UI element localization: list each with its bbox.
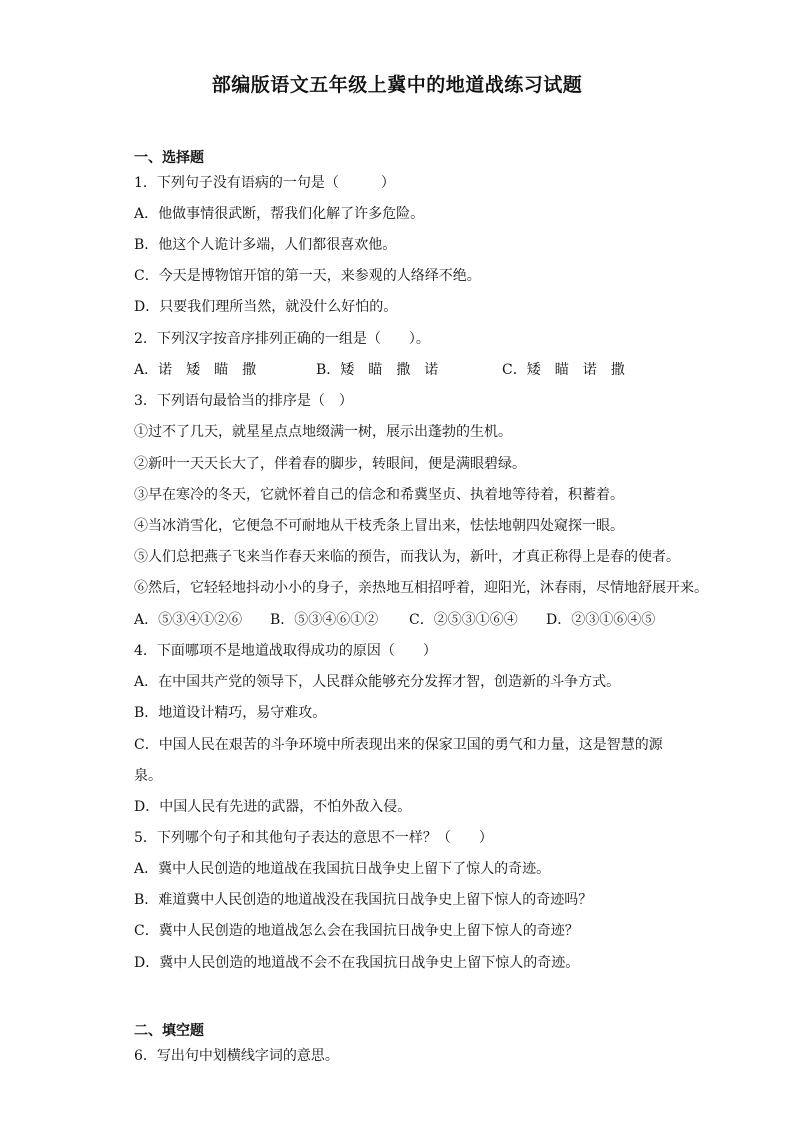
question-2-option-c: C．矮 瞄 诺 撒	[502, 362, 625, 378]
question-4-option-b: B．地道设计精巧，易守难攻。	[134, 705, 327, 721]
question-3-option-b: B．⑤③④⑥①②	[270, 612, 379, 628]
question-5-stem: 5．下列哪个句子和其他句子表达的意思不一样？（ ）	[134, 830, 493, 846]
question-5-option-d: D．冀中人民创造的地道战不会不在我国抗日战争史上留下惊人的奇迹。	[134, 955, 580, 971]
question-2-option-b: B．矮 瞄 撒 诺	[316, 362, 439, 378]
question-1-option-c: C．今天是博物馆开馆的第一天，来参观的人络绎不绝。	[134, 268, 481, 284]
question-5-option-a: A．冀中人民创造的地道战在我国抗日战争史上留下了惊人的奇迹。	[134, 861, 551, 877]
section-heading-choice: 一、选择题	[134, 150, 204, 166]
question-3-option-d: D．②③①⑥④⑤	[546, 612, 656, 628]
question-1-stem: 1．下列句子没有语病的一句是（ ）	[134, 175, 395, 191]
question-3-option-c: C．②⑤③①⑥④	[409, 612, 518, 628]
question-2-option-a: A．诺 矮 瞄 撒	[134, 362, 257, 378]
question-5-option-b: B．难道冀中人民创造的地道战没在我国抗日战争史上留下惊人的奇迹吗？	[134, 892, 593, 908]
question-4-option-d: D．中国人民有先进的武器，不怕外敌入侵。	[134, 799, 412, 815]
question-6-stem: 6．写出句中划横线字词的意思。	[134, 1048, 339, 1064]
question-3-sentence-3: ③早在寒冷的冬天，它就怀着自己的信念和希冀坚贞、执着地等待着，积蓄着。	[134, 487, 624, 503]
question-4-option-c-continued: 泉。	[134, 768, 162, 784]
page-title: 部编版语文五年级上冀中的地道战练习试题	[211, 74, 583, 96]
question-5-option-c: C．冀中人民创造的地道战怎么会在我国抗日战争史上留下惊人的奇迹？	[134, 923, 579, 939]
question-1-option-b: B．他这个人诡计多端，人们都很喜欢他。	[134, 237, 397, 253]
question-2-stem: 2．下列汉字按音序排列正确的一组是（ ）。	[134, 331, 430, 347]
question-4-option-c: C．中国人民在艰苦的斗争环境中所表现出来的保家卫国的勇气和力量，这是智慧的源	[134, 737, 663, 753]
question-1-option-a: A．他做事情很武断，帮我们化解了许多危险。	[134, 206, 425, 222]
question-3-sentence-4: ④当冰消雪化，它便急不可耐地从干枝秃条上冒出来，怯怯地朝四处窥探一眼。	[134, 518, 624, 534]
question-3-sentence-1: ①过不了几天，就星星点点地缀满一树，展示出蓬勃的生机。	[134, 424, 512, 440]
question-3-sentence-2: ②新叶一天天长大了，伴着春的脚步，转眼间，便是满眼碧绿。	[134, 456, 526, 472]
question-4-stem: 4．下面哪项不是地道战取得成功的原因（ ）	[134, 643, 437, 659]
question-1-option-d: D．只要我们理所当然，就没什么好怕的。	[134, 299, 398, 315]
question-3-sentence-6: ⑥然后，它轻轻地抖动小小的身子，亲热地互相招呼着，迎阳光，沐春雨，尽情地舒展开来。	[134, 580, 708, 596]
question-4-option-a: A．在中国共产党的领导下，人民群众能够充分发挥才智，创造新的斗争方式。	[134, 674, 621, 690]
question-3-option-a: A．⑤③④①②⑥	[134, 612, 243, 628]
section-heading-fill-blank: 二、填空题	[134, 1023, 204, 1039]
question-3-sentence-5: ⑤人们总把燕子飞来当作春天来临的预告，而我认为，新叶，才真正称得上是春的使者。	[134, 549, 680, 565]
question-3-stem: 3．下列语句最恰当的排序是（ ）	[134, 393, 353, 409]
